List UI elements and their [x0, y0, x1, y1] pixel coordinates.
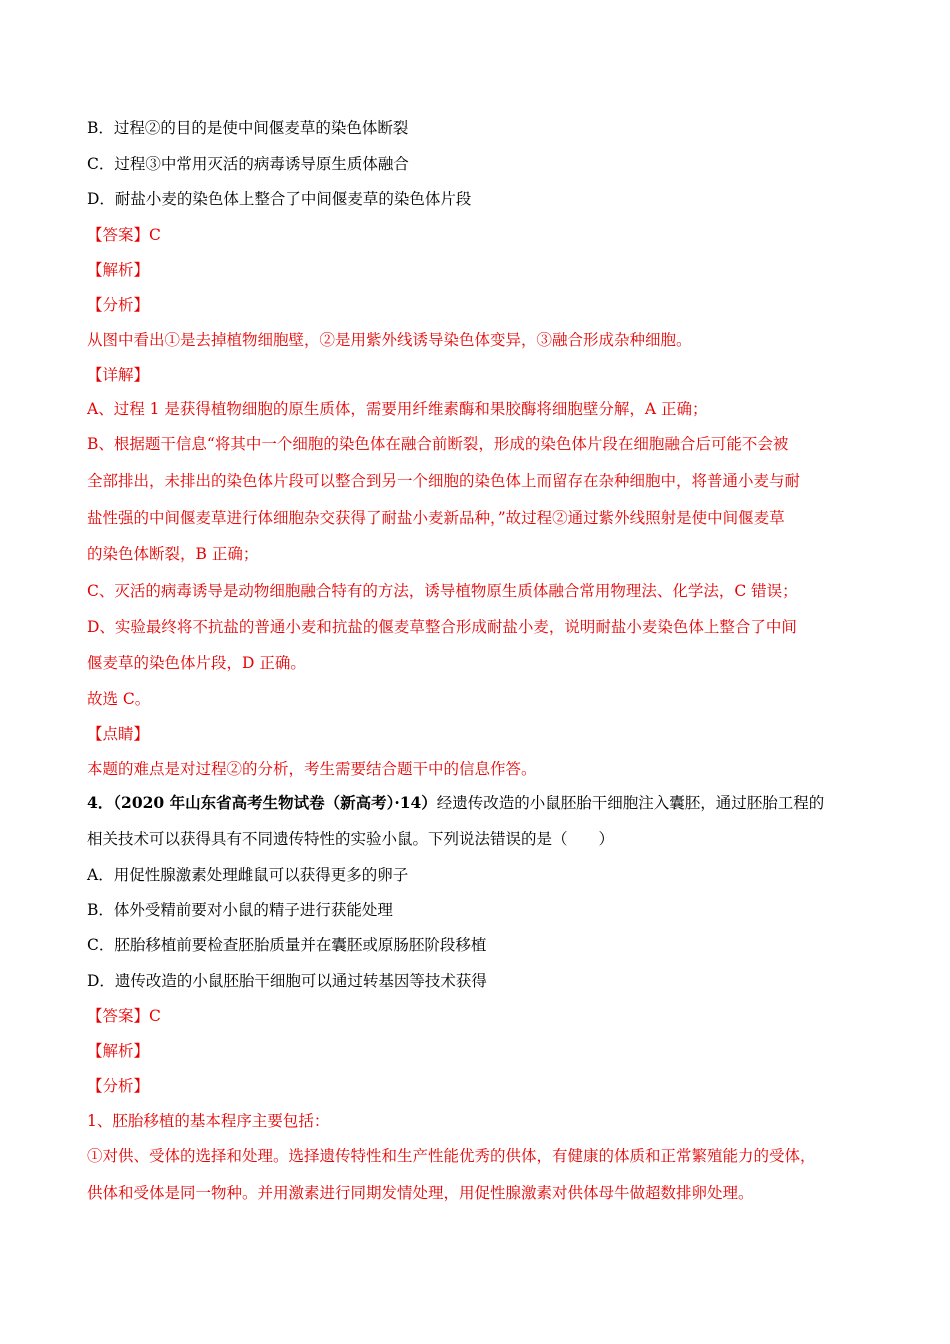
q4-analysis-step1-line1: ①对供、受体的选择和处理。选择遗传特性和生产性能优秀的供体，有健康的体质和正常繁殖能力的受体，	[87, 1147, 816, 1165]
q4-option-d: D．遗传改造的小鼠胚胎干细胞可以通过转基因等技术获得	[87, 972, 487, 990]
q4-analysis-label: 【解析】	[87, 1042, 150, 1060]
detail-c: C、灭活的病毒诱导是动物细胞融合特有的方法，诱导植物原生质体融合常用物理法、化学法，C 错误；	[87, 582, 798, 600]
detail-b-line1: B、根据题干信息“将其中一个细胞的染色体在融合前断裂，形成的染色体片段在细胞融合后可能不会被	[87, 435, 789, 453]
detail-b-line2: 全部排出，未排出的染色体片段可以整合到另一个细胞的染色体上而留存在杂种细胞中，将普通小麦与耐	[87, 472, 801, 490]
conclusion: 故选 C。	[87, 690, 151, 708]
question-4-stem: 经遗传改造的小鼠胚胎干细胞注入囊胚，通过胚胎工程的	[436, 794, 825, 812]
q4-analysis-step1-line2: 供体和受体是同一物种。并用激素进行同期发情处理，用促性腺激素对供体母牛做超数排卵处理。	[87, 1184, 754, 1202]
key-point-heading: 【点睛】	[87, 725, 150, 743]
question-4-source: 4．（2020 年山东省高考生物试卷（新高考）·14）	[87, 793, 437, 812]
analysis-label: 【解析】	[87, 261, 150, 279]
detail-d-line2: 偃麦草的染色体片段，D 正确。	[87, 654, 306, 672]
q4-option-b: B．体外受精前要对小鼠的精子进行获能处理	[87, 901, 393, 919]
analysis-text: 从图中看出①是去掉植物细胞壁，②是用紫外线诱导染色体变异，③融合形成杂种细胞。	[87, 331, 692, 349]
q4-analysis-heading: 【分析】	[87, 1077, 150, 1095]
option-b: B．过程②的目的是使中间偃麦草的染色体断裂	[87, 119, 409, 137]
detail-b-line3: 盐性强的中间偃麦草进行体细胞杂交获得了耐盐小麦新品种，”故过程②通过紫外线照射是使中间偃麦草	[87, 509, 785, 527]
detail-a: A、过程 1 是获得植物细胞的原生质体，需要用纤维素酶和果胶酶将细胞壁分解，A 正确；	[87, 400, 708, 418]
analysis-heading: 【分析】	[87, 296, 150, 314]
q4-answer-label: 【答案】C	[87, 1007, 161, 1025]
q4-option-a: A．用促性腺激素处理雌鼠可以获得更多的卵子	[87, 866, 409, 884]
option-c: C．过程③中常用灭活的病毒诱导原生质体融合	[87, 155, 409, 173]
detail-b-line4: 的染色体断裂，B 正确；	[87, 545, 259, 563]
q4-analysis-point1: 1、胚胎移植的基本程序主要包括：	[87, 1112, 330, 1130]
option-d: D．耐盐小麦的染色体上整合了中间偃麦草的染色体片段	[87, 190, 472, 208]
q4-option-c: C．胚胎移植前要检查胚胎质量并在囊胚或原肠胚阶段移植	[87, 936, 487, 954]
key-point-text: 本题的难点是对过程②的分析，考生需要结合题干中的信息作答。	[87, 760, 537, 778]
answer-label: 【答案】C	[87, 226, 161, 244]
question-4-line1	[87, 792, 877, 814]
question-4-line2: 相关技术可以获得具有不同遗传特性的实验小鼠。下列说法错误的是（ ）	[87, 830, 615, 848]
detail-heading: 【详解】	[87, 366, 150, 384]
detail-d-line1: D、实验最终将不抗盐的普通小麦和抗盐的偃麦草整合形成耐盐小麦，说明耐盐小麦染色体上整合了中间	[87, 618, 797, 636]
